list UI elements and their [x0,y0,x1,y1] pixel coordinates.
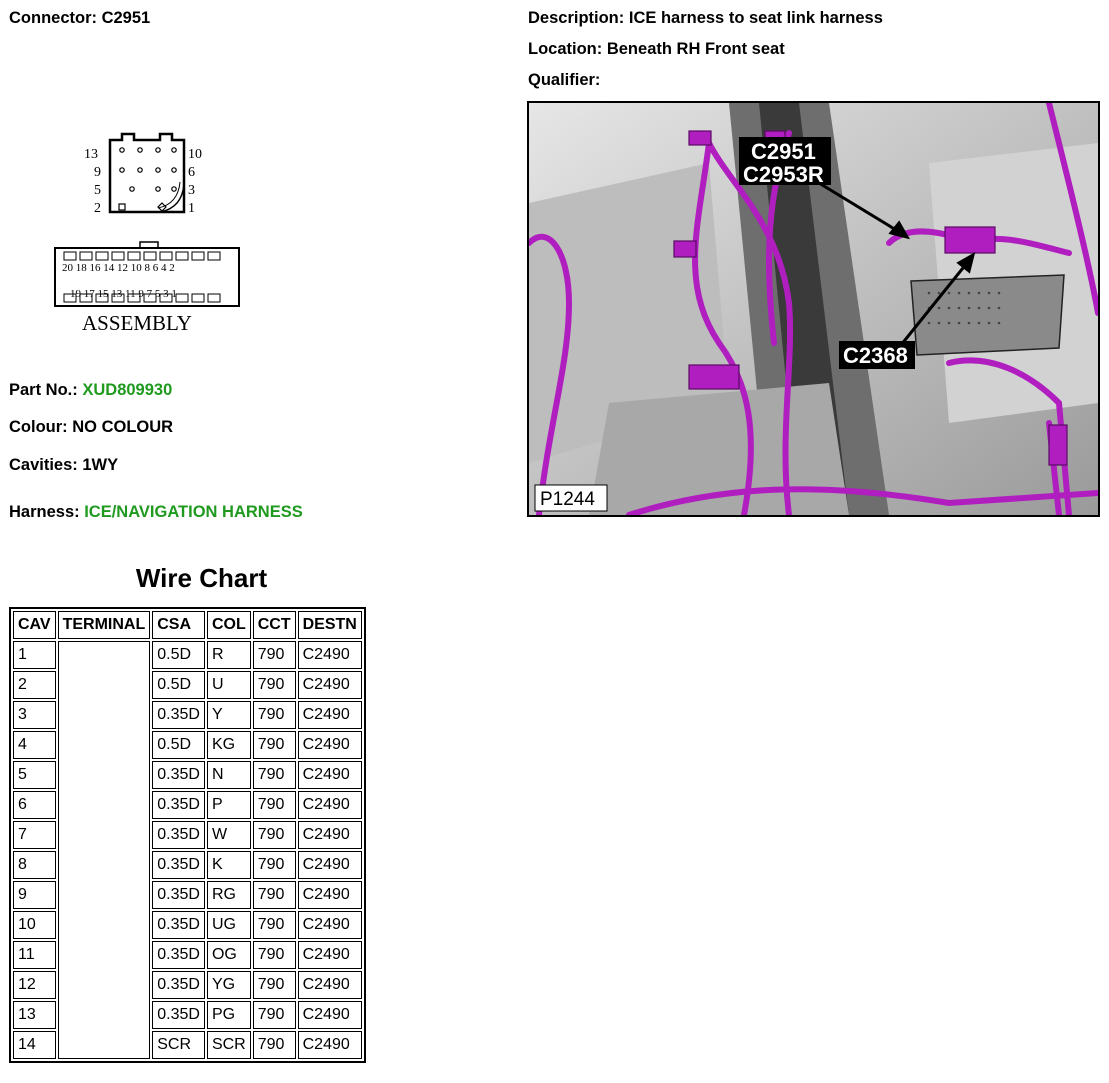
callout-c2953r: C2953R [743,162,824,187]
cell-col: YG [207,971,251,999]
connector-label: Connector: [9,9,97,27]
part-number-link[interactable]: XUD809930 [82,381,173,399]
cell-destn: C2490 [298,1001,362,1029]
cell-col: KG [207,731,251,759]
header-destn: DESTN [298,611,362,639]
cell-col: UG [207,911,251,939]
cell-cct: 790 [253,1001,296,1029]
harness-line [9,503,303,522]
cell-destn: C2490 [298,971,362,999]
cell-destn: C2490 [298,941,362,969]
cell-destn: C2490 [298,821,362,849]
cell-col: PG [207,1001,251,1029]
callout-c2368: C2368 [843,343,908,368]
description-value: ICE harness to seat link harness [628,9,883,27]
wire-chart-body [13,641,362,1059]
description-label: Description: [528,9,625,27]
cell-cct: 790 [253,761,296,789]
cell-col: P [207,791,251,819]
callout-c2951: C2951 [751,139,816,164]
cell-cav: 14 [13,1031,56,1059]
cell-cav: 10 [13,911,56,939]
connector-face-diagram [52,128,252,343]
cell-csa: 0.5D [152,641,205,669]
cell-cct: 790 [253,971,296,999]
location-photo [527,101,1100,517]
harness-label: Harness: [9,503,80,521]
cell-col: RG [207,881,251,909]
pin-label-10: 10 [188,147,202,162]
cell-col: SCR [207,1031,251,1059]
header-col: COL [207,611,251,639]
cell-cct: 790 [253,851,296,879]
cell-cav: 1 [13,641,56,669]
qualifier-line [528,71,600,90]
header-cav: CAV [13,611,56,639]
cell-destn: C2490 [298,791,362,819]
cell-csa: 0.35D [152,941,205,969]
cell-csa: 0.5D [152,671,205,699]
cell-cct: 790 [253,881,296,909]
cell-cav: 6 [13,791,56,819]
cavities-label: Cavities: [9,456,78,474]
wire-chart-table [9,607,366,1063]
cell-col: K [207,851,251,879]
cell-destn: C2490 [298,731,362,759]
harness-link[interactable]: ICE/NAVIGATION HARNESS [84,503,303,521]
cell-cct: 790 [253,1031,296,1059]
part-number-line [9,381,172,400]
header-terminal: TERMINAL [58,611,151,639]
cell-cav: 13 [13,1001,56,1029]
cell-cav: 4 [13,731,56,759]
cell-cct: 790 [253,911,296,939]
cell-csa: 0.35D [152,911,205,939]
cell-csa: 0.35D [152,761,205,789]
cell-destn: C2490 [298,701,362,729]
assembly-label: ASSEMBLY [82,311,192,335]
wire-chart-header-row [13,611,362,639]
pin-label-1: 1 [188,201,195,216]
colour-line [9,418,173,437]
cell-destn: C2490 [298,671,362,699]
cell-destn: C2490 [298,1031,362,1059]
cell-cct: 790 [253,941,296,969]
cell-cct: 790 [253,671,296,699]
cell-cav: 3 [13,701,56,729]
wire-chart-title: Wire Chart [135,563,268,593]
description-line [528,9,883,28]
location-illustration [529,103,1098,515]
qualifier-label: Qualifier: [528,71,601,89]
cell-cav: 9 [13,881,56,909]
cell-col: OG [207,941,251,969]
cell-csa: 0.5D [152,731,205,759]
cell-cct: 790 [253,731,296,759]
location-value: Beneath RH Front seat [606,40,785,58]
header-cct: CCT [253,611,296,639]
pin-label-2: 2 [94,201,101,216]
cavities-value: 1WY [82,456,119,474]
cell-destn: C2490 [298,911,362,939]
cavities-line [9,456,118,475]
cell-cct: 790 [253,701,296,729]
connector-line [9,9,150,28]
cell-csa: SCR [152,1031,205,1059]
cell-terminal [58,641,151,1059]
cell-csa: 0.35D [152,701,205,729]
part-number-label: Part No.: [9,381,78,399]
cell-cav: 11 [13,941,56,969]
header-csa: CSA [152,611,205,639]
cell-cav: 12 [13,971,56,999]
cell-cav: 5 [13,761,56,789]
cell-cct: 790 [253,791,296,819]
cell-csa: 0.35D [152,851,205,879]
cell-csa: 0.35D [152,821,205,849]
cell-csa: 0.35D [152,791,205,819]
cell-col: N [207,761,251,789]
pin-label-3: 3 [188,183,195,198]
cell-col: U [207,671,251,699]
cell-destn: C2490 [298,851,362,879]
pin-label-13: 13 [84,147,98,162]
colour-value: NO COLOUR [72,418,174,436]
cell-csa: 0.35D [152,1001,205,1029]
location-label: Location: [528,40,603,58]
cell-cav: 8 [13,851,56,879]
cell-col: Y [207,701,251,729]
cell-destn: C2490 [298,641,362,669]
cell-csa: 0.35D [152,971,205,999]
cell-col: R [207,641,251,669]
assembly-bottom-pin-labels: 19 17 15 13 11 9 7 5 3 1 [70,288,177,300]
assembly-top-pin-labels: 20 18 16 14 12 10 8 6 4 2 [62,262,175,274]
colour-label: Colour: [9,418,68,436]
connector-value: C2951 [101,9,151,27]
location-line [528,40,785,59]
pin-label-6: 6 [188,165,195,180]
photo-ref-label: P1244 [540,489,595,510]
cell-col: W [207,821,251,849]
pin-label-5: 5 [94,183,101,198]
cell-cct: 790 [253,821,296,849]
pin-label-9: 9 [94,165,101,180]
cell-destn: C2490 [298,881,362,909]
cell-cav: 7 [13,821,56,849]
cell-cct: 790 [253,641,296,669]
table-row [13,641,362,669]
cell-csa: 0.35D [152,881,205,909]
cell-destn: C2490 [298,761,362,789]
cell-cav: 2 [13,671,56,699]
